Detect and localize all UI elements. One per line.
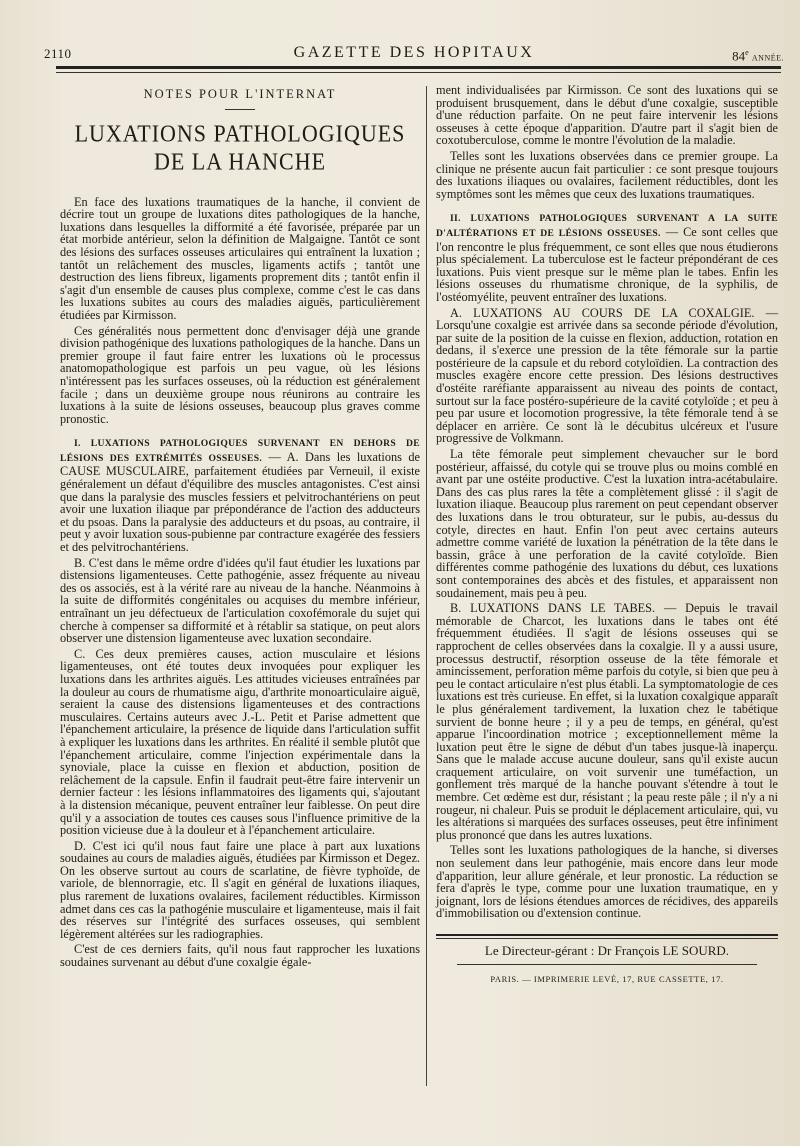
- paragraph: B. C'est dans le même ordre d'idées qu'il faut étudier les luxations par distensions ligamenteuses. Cette pathogénie, assez fréquente au niveau des os associés, est à la vérité rare au niveau de la hanche. Néanmoins à la suite de difformités congénitales ou acquises du membre inférieur, entraînant un jeu défectueux de l'articulation coxofémorale du sujet qui cherche à compenser sa difformité et à rétablir sa statique, on peut alors observer une distension ligamenteuse avec luxation secondaire.: [60, 555, 420, 646]
- header-rule-thin: [56, 72, 781, 73]
- right-column: [436, 84, 778, 988]
- section-1-text: Dans les luxations de CAUSE MUSCULAIRE, parfaitement étudiées par Verneuil, il existe généralement un défaut d'équilibre des muscles antagonistes. C'est ainsi que dans la paralysie des muscles fessiers et pelvitrochantériens on peut avoir une luxation iliaque par prépondérance de l'action des adducteurs et du psoas. Dans la paralysie des adducteurs et du psoas, au contraire, il peut y avoir luxation sous-pubienne par contracture exagérée des fessiers et des pelvitrochantériens.: [60, 449, 420, 555]
- director-signature: Le Directeur-gérant : Dr François LE SOURD.: [484, 943, 730, 958]
- section-1-heading: I. LUXATIONS PATHOLOGIQUES SURVENANT EN DEHORS DE LÉSIONS DES EXTRÉMITÉS OSSEUSES.: [60, 438, 420, 464]
- section-b-text: — Depuis le travail mémorable de Charcot, les luxations dans le tabes ont été fréquemment étudiées. Il s'agit de lésions osseuses qui se rapprochent de celles observées dans la coxalgie. Il y a aussi usure, processus destructif, résorption osseuse de la tête fémorale et amincissement, perforation même parfois du cotyle, si bien que peu à peu le contact articulaire n'est plus établi. La symptomatologie de ces luxations est très curieuse. En effet, si la luxation coxalgique apparaît le plus généralement tardivement, la luxation chez le tabétique survient de bonne heure ; il y a peu de temps, en général, qu'est apparue l'incoordination motrice ; exceptionnellement même la luxation peut être le signe de début d'un tabes jusque-là inaperçu. Sans que le malade accuse aucune douleur, sans qu'il existe aucun craquement articulaire, on voit survenir une tuméfaction, un gonflement très marqué de la hanche pouvant s'étendre à tout le membre. Cet œdème est dur, résistant ; la peau reste pâle ; il n'y a ni rougeur, ni chaleur. Puis se produit le déplacement articulaire, qui, vu les altérations si marquées des surfaces osseuses, peut être infiniment plus prononcé que dans les autres luxations.: [436, 601, 778, 842]
- footer-rule-short: [457, 964, 757, 965]
- section-a-text: — Lorsqu'une coxalgie est arrivée dans sa seconde période d'évolution, par suite de la position de la cuisse en flexion, adduction, rotation en dedans, il s'exerce une pression de la tête fémorale sur la partie postérieure de la capsule et du rebord cotyloïdien. La contraction des muscles exagère encore cette pression. Des lésions destructives d'ostéite raréfiante apparaissent au niveau des points de contact, surtout sur la face postéro-supérieure de la cavité cotyloïde ; et peu à peu par usure et locomotion progressive, la tête fémorale tend à se déplacer en arrière. Ce sont là le décubitus ulcéreux et l'usure progressive de Volkmann.: [436, 305, 778, 446]
- article-title-line1: LUXATIONS PATHOLOGIQUES: [74, 118, 406, 147]
- year-word: ANNÉE.: [751, 53, 784, 63]
- column-divider: [426, 86, 427, 1086]
- left-column: [60, 88, 420, 972]
- paragraph: En face des luxations traumatiques de la hanche, il convient de décrire tout un groupe de luxations dites pathologiques de la hanche, luxations dans lesquelles la difformité a été favorisée, préparée par un état morbide antérieur, selon la définition de Malgaigne. Tantôt ce sont des lésions des surfaces osseuses articulaires qui entraînent la luxation ; tantôt un relâchement des muscles, ligaments actifs ; tantôt une destruction des liens fibreux, ligaments proprement dits ; tantôt enfin il s'agit d'un ensemble de causes plus complexe, comme c'est le cas dans les luxations subites au cours des maladies aiguës, particulièrement étudiées par Kirmisson.: [60, 194, 420, 322]
- footer-rule-thin: [436, 938, 778, 939]
- section-b-label: B. LUXATIONS DANS LE TABES.: [450, 601, 656, 616]
- paragraph: ment individualisées par Kirmisson. Ce sont des luxations qui se produisent brusquement, dans le début d'une coxalgie, susceptible d'une réduction parfaite. On ne peut faire intervenir les lésions osseuses à cette époque d'apparition. D'autre part il s'agit bien de coxotuberculose, comme le montre l'évolution de la maladie.: [436, 83, 778, 148]
- year-number: 84: [732, 48, 746, 64]
- printer-line: PARIS. — IMPRIMERIE LEVÉ, 17, RUE CASSETTE, 17.: [490, 973, 724, 984]
- section-1-intro: [60, 436, 420, 553]
- section-a-label: A. LUXATIONS AU COURS DE LA COXALGIE.: [450, 305, 755, 320]
- page-header: [44, 44, 784, 66]
- spacer: [436, 203, 778, 211]
- closing-paragraph: Telles sont les luxations pathologiques de la hanche, si diverses non seulement dans leur pathogénie, mais encore dans leur mode d'apparition, leur allure générale, et leur pronostic. La réduction se fera d'après le type, comme pour une luxation traumatique, en y joignant, lors de lésions étendues amorces de récidives, des appareils d'immobilisation ou d'extension continue.: [436, 843, 778, 921]
- page-number: 2110: [44, 46, 72, 61]
- paragraph: D. C'est ici qu'il nous faut faire une place à part aux luxations soudaines au cours de maladies aiguës, étudiées par Kirmisson et Degez. On les observe surtout au cours de scarlatine, de fièvre typhoïde, de variole, de blennorragie, etc. Il s'agit en général de luxations iliaques, plus rarement de luxations ovalaires, facilement réductibles. Kirmisson admet dans ces cas la pathogénie musculaire et ligamenteuse, mais il fait des réserves sur l'intégrité des surfaces osseuses, qui semblent légèrement altérées sur les radiographies.: [60, 838, 420, 941]
- header-rule-thick: [56, 66, 781, 69]
- section-a: [436, 307, 778, 446]
- paragraph: Ces généralités nous permettent donc d'envisager déjà une grande division pathogénique des luxations pathologiques de la hanche. Dans un premier groupe il faut faire entrer les luxations où le processus anatomopathologique est parfois un peu vague, où les lésions n'intéressent pas les surfaces osseuses, où la réduction est généralement facile ; dans un deuxième groupe nous réunirons au contraire les luxations à la suite de lésions osseuses, beaucoup plus graves comme pronostic.: [60, 323, 420, 426]
- section-2-intro: [436, 211, 778, 303]
- section-2-text: — Ce sont celles que l'on rencontre le plus fréquemment, ce sont elles que nous étudierons plus spécialement. La tuberculose est le facteur prépondérant de ces luxations. Puis vient presque sur le même plan le tabes. Enfin les lésions osseuses du rhumatisme chronique, de la syphilis, de l'ostéomyélite, peuvent entraîner des luxations.: [436, 224, 779, 304]
- section-b: [436, 602, 778, 841]
- paragraph: C'est de ces derniers faits, qu'il nous faut rapprocher les luxations soudaines survenant au début d'une coxalgie égale-: [60, 942, 420, 970]
- paragraph: La tête fémorale peut simplement chevaucher sur le bord postérieur, affaissé, du cotyle qui se trouve plus ou moins comblé en avant par une ostéite productive. C'est la luxation intra-acétabulaire. Dans des cas plus rares la tête a complètement glissé : il s'agit de luxation iliaque. Beaucoup plus rarement on peut cependant observer des luxations dans le trou obturateur, sur le pubis, au-dessus du cotyle, directes en haut. Enfin l'on peut avec certains auteurs admettre comme variété de luxation la pénétration de la tête dans le bassin, grâce à une perforation de la cavité cotyloïde. Bien différentes comme pathogénie des luxations du début, ces luxations sont contemporaines des abcès et des fistules, et apparaissent non soudainement, mais peu à peu.: [436, 447, 778, 600]
- paragraph: C. Ces deux premières causes, action musculaire et lésions ligamenteuses, ont été toutes deux invoquées pour expliquer les luxations dans les arthrites aiguës. Les attitudes vicieuses entraînées par la douleur au cours de rhumatisme aigu, d'arthrite monoarticulaire aiguë, seraient la cause des distensions ligamenteuses et des contractions musculaires. Certains auteurs avec J.-L. Petit et Parise admettent que l'épanchement articulaire, la présence de liquide dans l'articulation suffit à expliquer les luxations dans les arthrites. En réalité il semble plutôt que l'épanchement articulaire, comme l'injection expérimentale dans la synoviale, place la cuisse en flexion et abduction, position de relâchement de la capsule. Enfin il faudrait peut-être faire intervenir un dernier facteur : les lésions inflammatoires des ligaments qui, s'ajoutant à la distension mécanique, peuvent entraîner leur faiblesse. On peut dire qu'il y a association de toutes ces causes sous l'influence primitive de la position vicieuse due à la douleur et à l'épanchement articulaire.: [60, 646, 420, 838]
- spacer: [60, 428, 420, 436]
- article-title-line2: DE LA HANCHE: [153, 146, 327, 175]
- article-title: [60, 119, 420, 175]
- article-kicker: NOTES POUR L'INTERNAT: [143, 87, 337, 101]
- paragraph: Telles sont les luxations observées dans ce premier groupe. La clinique ne présente aucun fait particulier : ce sont presque toujours des luxations iliaques ou ovalaires, facilement réductibles, dont les symptômes sont les mêmes que ceux des luxations traumatiques.: [436, 148, 778, 201]
- section-1-label: — A.: [268, 449, 299, 464]
- footer-rule-thick: [436, 934, 778, 936]
- kicker-rule: [225, 109, 255, 110]
- section-2-heading: II. LUXATIONS PATHOLOGIQUES SURVENANT A LA SUITE D'ALTÉRATIONS ET DE LÉSIONS OSSEUSES.: [436, 213, 778, 239]
- volume-year: [732, 48, 784, 64]
- journal-title: GAZETTE DES HOPITAUX: [293, 44, 535, 61]
- year-suffix: e: [745, 48, 749, 57]
